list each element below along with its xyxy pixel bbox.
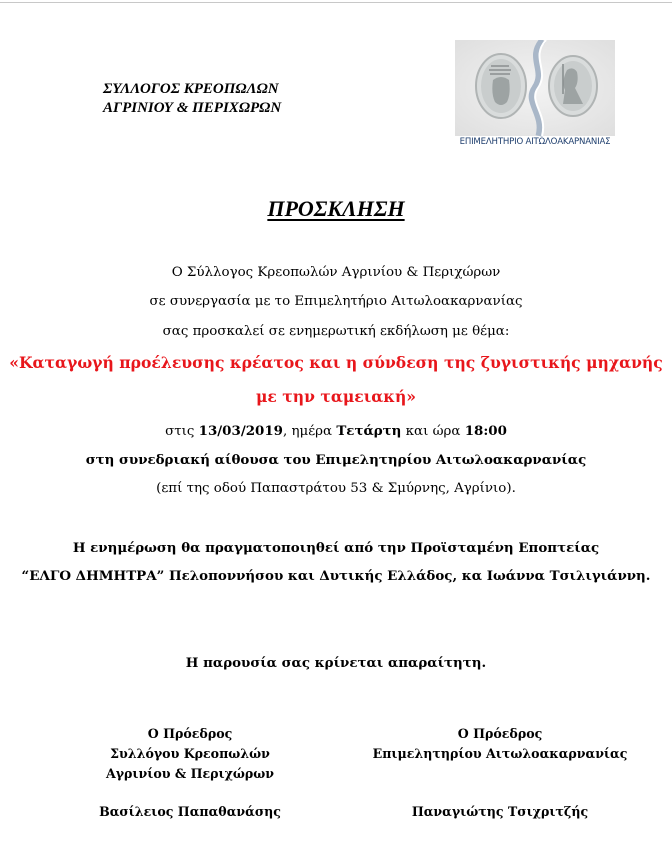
briefing-line-2: “ΕΛΓΟ ΔΗΜΗΤΡΑ” Πελοποννήσου και Δυτικής Ελλάδος, κα Ιωάννα Τσιλιγιάννη. bbox=[21, 568, 651, 584]
topic-line-1: «Καταγωγή προέλευσης κρέατος και η σύνδεση της ζυγιστικής μηχανής bbox=[9, 353, 663, 372]
event-date: 13/03/2019 bbox=[198, 423, 283, 439]
event-venue: στη συνεδριακή αίθουσα του Επιμελητηρίου Αιτωλοακαρνανίας bbox=[85, 452, 587, 468]
signature-left-role: Ο Πρόεδρος bbox=[147, 726, 233, 741]
closing-note: Η παρουσία σας κρίνεται απαραίτητη. bbox=[185, 655, 487, 671]
event-address: (επί της οδού Παπαστράτου 53 & Σμύρνης, Αγρίνιο). bbox=[156, 481, 516, 496]
datetime-prefix: στις bbox=[165, 424, 199, 439]
signature-right bbox=[370, 724, 630, 822]
intro-line-1: Ο Σύλλογος Κρεοπωλών Αγρινίου & Περιχώρων bbox=[171, 265, 501, 280]
organization-name bbox=[103, 80, 281, 118]
briefing-line-1: Η ενημέρωση θα πραγματοποιηθεί από την Προϊσταμένη Εποπτείας bbox=[72, 540, 600, 556]
event-day: Τετάρτη bbox=[336, 423, 402, 439]
topic-line-2: με την ταμειακή» bbox=[255, 387, 417, 406]
signature-left bbox=[80, 724, 300, 822]
event-time: 18:00 bbox=[464, 423, 507, 439]
intro-line-3: σας προσκαλεί σε ενημερωτική εκδήλωση με θέμα: bbox=[162, 324, 510, 339]
datetime-mid-2: και ώρα bbox=[401, 424, 465, 439]
signature-left-name: Βασίλειος Παπαθανάσης bbox=[99, 804, 281, 819]
intro-line-2: σε συνεργασία με το Επιμελητήριο Αιτωλοακαρνανίας bbox=[149, 294, 523, 309]
organization-line-1: ΣΥΛΛΟΓΟΣ ΚΡΕΟΠΩΛΩΝ bbox=[103, 81, 279, 97]
signature-left-org-1: Συλλόγου Κρεοπωλών bbox=[110, 746, 270, 761]
signature-right-org: Επιμελητηρίου Αιτωλοακαρνανίας bbox=[372, 746, 628, 761]
organization-line-2: ΑΓΡΙΝΙΟΥ & ΠΕΡΙΧΩΡΩΝ bbox=[103, 100, 282, 116]
document-title: ΠΡΟΣΚΛΗΣΗ bbox=[267, 196, 405, 221]
signature-right-role: Ο Πρόεδρος bbox=[457, 726, 543, 741]
chamber-logo-coins bbox=[455, 40, 615, 152]
top-border-line bbox=[0, 2, 672, 3]
signature-left-org-2: Αγρινίου & Περιχώρων bbox=[105, 766, 275, 781]
event-datetime bbox=[0, 423, 672, 439]
logo-caption: ΕΠΙΜΕΛΗΤΗΡΙΟ ΑΙΤΩΛΟΑΚΑΡΝΑΝΙΑΣ bbox=[459, 137, 611, 147]
datetime-mid-1: , ημέρα bbox=[282, 424, 337, 439]
signature-right-name: Παναγιώτης Τσιχριτζής bbox=[411, 804, 589, 819]
